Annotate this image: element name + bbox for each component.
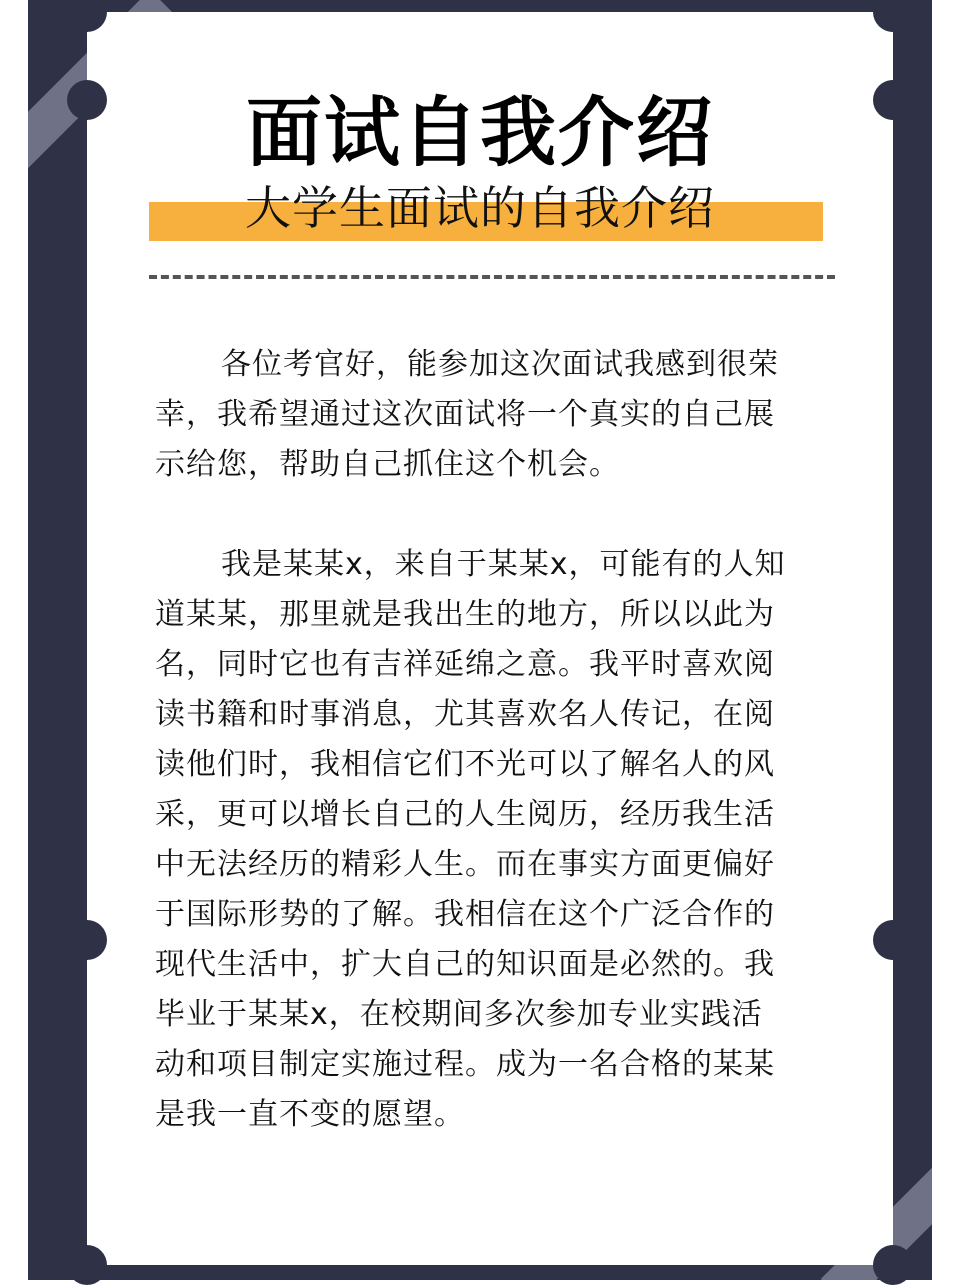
text-line: 幸，我希望通过这次面试将一个真实的自己展	[155, 397, 775, 432]
paragraph	[155, 340, 835, 490]
text-line: 采，更可以增长自己的人生阅历，经历我生活	[155, 797, 775, 832]
card-corner-notch	[67, 0, 107, 32]
text-line: 于国际形势的了解。我相信在这个广泛合作的	[155, 897, 775, 932]
text-line: 示给您，帮助自己抓住这个机会。	[155, 447, 620, 482]
card-corner-notch	[67, 1245, 107, 1285]
article-body	[155, 340, 835, 1190]
page-subtitle: 大学生面试的自我介绍	[245, 181, 715, 235]
text-line: 读他们时，我相信它们不光可以了解名人的风	[155, 747, 775, 782]
text-line: 名，同时它也有吉祥延绵之意。我平时喜欢阅	[155, 647, 775, 682]
card-side-notch	[873, 920, 913, 960]
text-line: 是我一直不变的愿望。	[155, 1097, 465, 1132]
text-line: 动和项目制定实施过程。成为一名合格的某某	[155, 1047, 775, 1082]
card-side-notch	[67, 920, 107, 960]
text-line: 读书籍和时事消息，尤其喜欢名人传记，在阅	[155, 697, 775, 732]
card-corner-notch	[873, 1245, 913, 1285]
text-line: 毕业于某某x，在校期间多次参加专业实践活	[155, 997, 763, 1032]
dashed-divider	[149, 275, 835, 279]
text-line: 中无法经历的精彩人生。而在事实方面更偏好	[155, 847, 775, 882]
text-line: 各位考官好，能参加这次面试我感到很荣	[221, 347, 779, 382]
text-line: 现代生活中，扩大自己的知识面是必然的。我	[155, 947, 775, 982]
text-line: 道某某，那里就是我出生的地方，所以以此为	[155, 597, 775, 632]
paragraph	[155, 540, 835, 1140]
page-title: 面试自我介绍	[246, 88, 714, 177]
text-line: 我是某某x，来自于某某x，可能有的人知	[221, 547, 786, 582]
